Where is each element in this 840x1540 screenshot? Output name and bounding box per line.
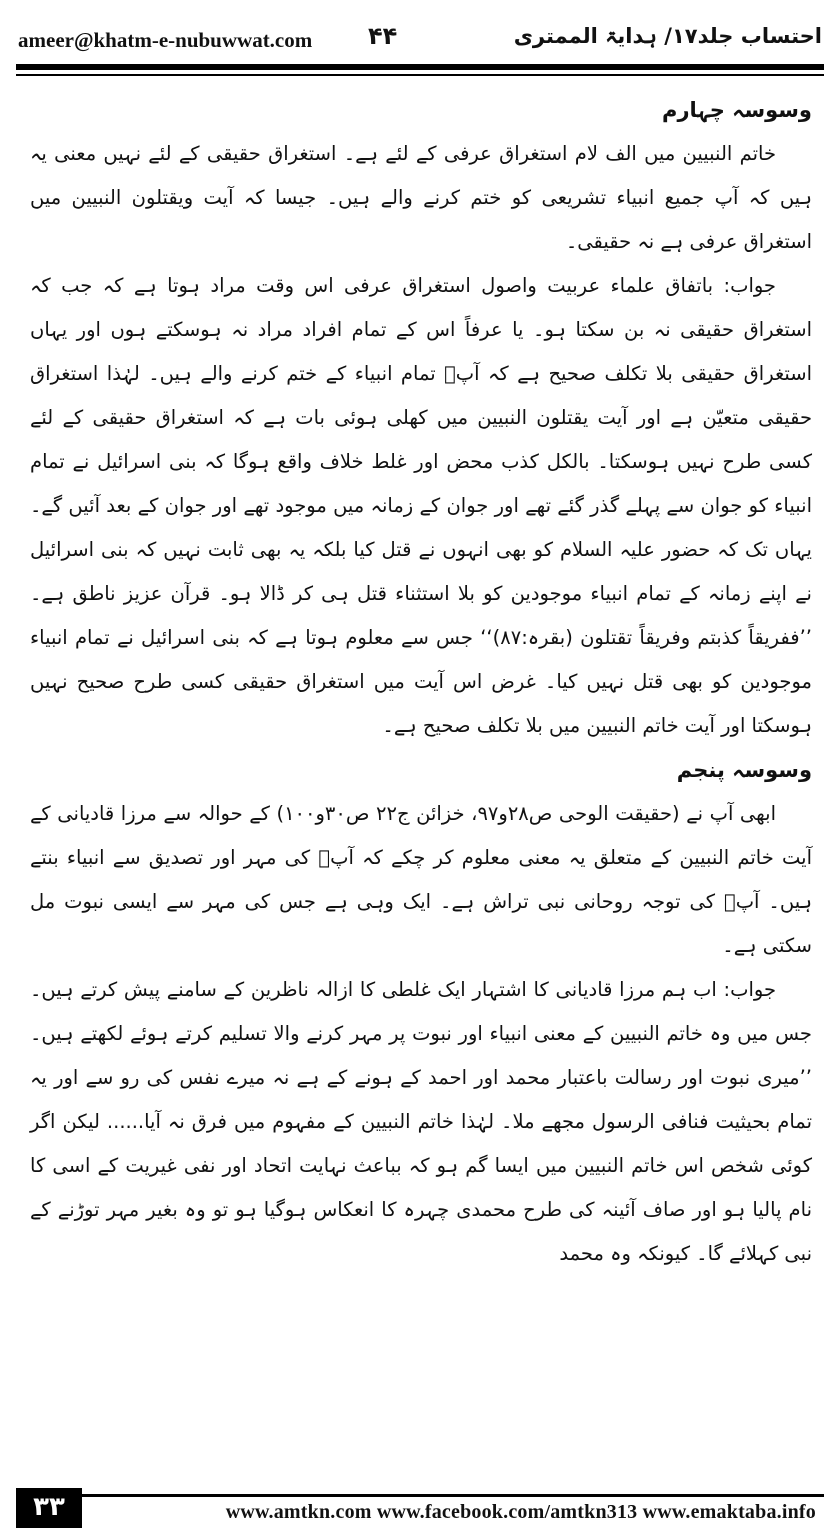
paragraph-doubt-5: ابھی آپ نے (حقیقت الوحی ص۲۸و۹۷، خزائن ج۲۲ ص۳۰و۱۰۰) کے حوالہ سے مرزا قادیانی کے آیت خاتم النبیین کے متعلق یہ معنی معلوم کر چکے کہ آپؐ کی مہر اور تصدیق سے انبیاء بنتے ہیں۔ آپؐ کی توجہ روحانی نبی تراش ہے۔ ایک وہی ہے جس کی مہر سے ایسی نبوت مل سکتی ہے۔ [30, 802, 812, 957]
paragraph-doubt-4: خاتم النبیین میں الف لام استغراق عرفی کے لئے ہے۔ استغراق حقیقی کے لئے نہیں معنی یہ ہیں کہ آپ جمیع انبیاء تشریعی کو ختم کرنے والے ہیں۔ جیسا کہ آیت ویقتلون النبیین میں استغراق عرفی ہے نہ حقیقی۔ [30, 142, 812, 253]
footer-page-number: ۳۳ [16, 1488, 82, 1528]
page-body [30, 88, 812, 1460]
section-heading-4: وسوسہ چہارم [662, 98, 812, 122]
footer-website-links[interactable]: www.amtkn.com www.facebook.com/amtkn313 www.emaktaba.info [225, 1501, 816, 1523]
header-rule-thick [16, 64, 824, 70]
page-header [16, 22, 824, 62]
header-page-number: ۴۴ [368, 22, 398, 50]
header-email: ameer@khatm-e-nubuwwat.com [18, 28, 313, 52]
footer-rule [82, 1494, 824, 1497]
paragraph-answer-5: جواب: اب ہم مرزا قادیانی کا اشتہار ایک غلطی کا ازالہ ناظرین کے سامنے پیش کرتے ہیں۔ جس میں وہ خاتم النبیین کے معنی انبیاء اور نبوت پر مہر کرنے والا تسلیم کرتے ہوئے لکھتے ہیں۔ ’’میری نبوت اور رسالت باعتبار محمد اور احمد کے ہونے کے ہے نہ میرے نفس کی رو سے اور یہ تمام بحیثیت فنافی الرسول مجھے ملا۔ لہٰذا خاتم النبیین کے مفہوم میں فرق نہ آیا...... لیکن اگر کوئی شخص اس خاتم النبیین میں ایسا گم ہو کہ بباعث نہایت اتحاد اور نفی غیریت کے اسی کا نام پالیا ہو اور صاف آئینہ کی طرح محمدی چہرہ کا انعکاس ہوگیا ہو تو وہ بغیر مہر توڑنے کے نبی کہلائے گا۔ کیونکہ وہ محمد [30, 978, 812, 1265]
header-book-title: احتساب جلد۱۷/ ہدایۃ الممتری [513, 24, 822, 48]
section-heading-5: وسوسہ پنجم [676, 758, 812, 782]
page-footer [16, 1488, 824, 1532]
header-rule-thin [16, 74, 824, 76]
paragraph-answer-4: جواب: باتفاق علماء عربیت واصول استغراق عرفی اس وقت مراد ہوتا ہے کہ جب کہ استغراق حقیقی نہ بن سکتا ہو۔ یا عرفاً اس کے تمام افراد مراد نہ ہوسکتے ہوں اور یہاں استغراق حقیقی بلا تکلف صحیح ہے کہ آپؐ تمام انبیاء کے ختم کرنے والے ہیں۔ لہٰذا استغراق حقیقی متعیّن ہے اور آیت یقتلون النبیین میں کھلی ہوئی بات ہے کہ استغراق حقیقی کے لئے کسی طرح نہیں ہوسکتا۔ بالکل کذب محض اور غلط خلاف واقع ہوگا کہ بنی اسرائیل نے تمام انبیاء کو جوان سے پہلے گذر گئے تھے اور جوان کے زمانہ میں موجود تھے اور جوان کے بعد آئیں گے۔ یہاں تک کہ حضور علیہ السلام کو بھی انہوں نے قتل کیا بلکہ یہ بھی ثابت نہیں کہ بنی اسرائیل نے اپنے زمانہ کے تمام انبیاء موجودین کو بلا استثناء قتل ہی کر ڈالا ہو۔ قرآن عزیز ناطق ہے۔ ’’ففریقاً کذبتم وفریقاً تقتلون (بقرہ:۸۷)‘‘ جس سے معلوم ہوتا ہے کہ بنی اسرائیل نے تمام انبیاء موجودین کو بھی قتل نہیں کیا۔ غرض اس آیت میں استغراق حقیقی کسی طرح صحیح نہیں ہوسکتا اور آیت خاتم النبیین میں بلا تکلف صحیح ہے۔ [30, 274, 812, 737]
